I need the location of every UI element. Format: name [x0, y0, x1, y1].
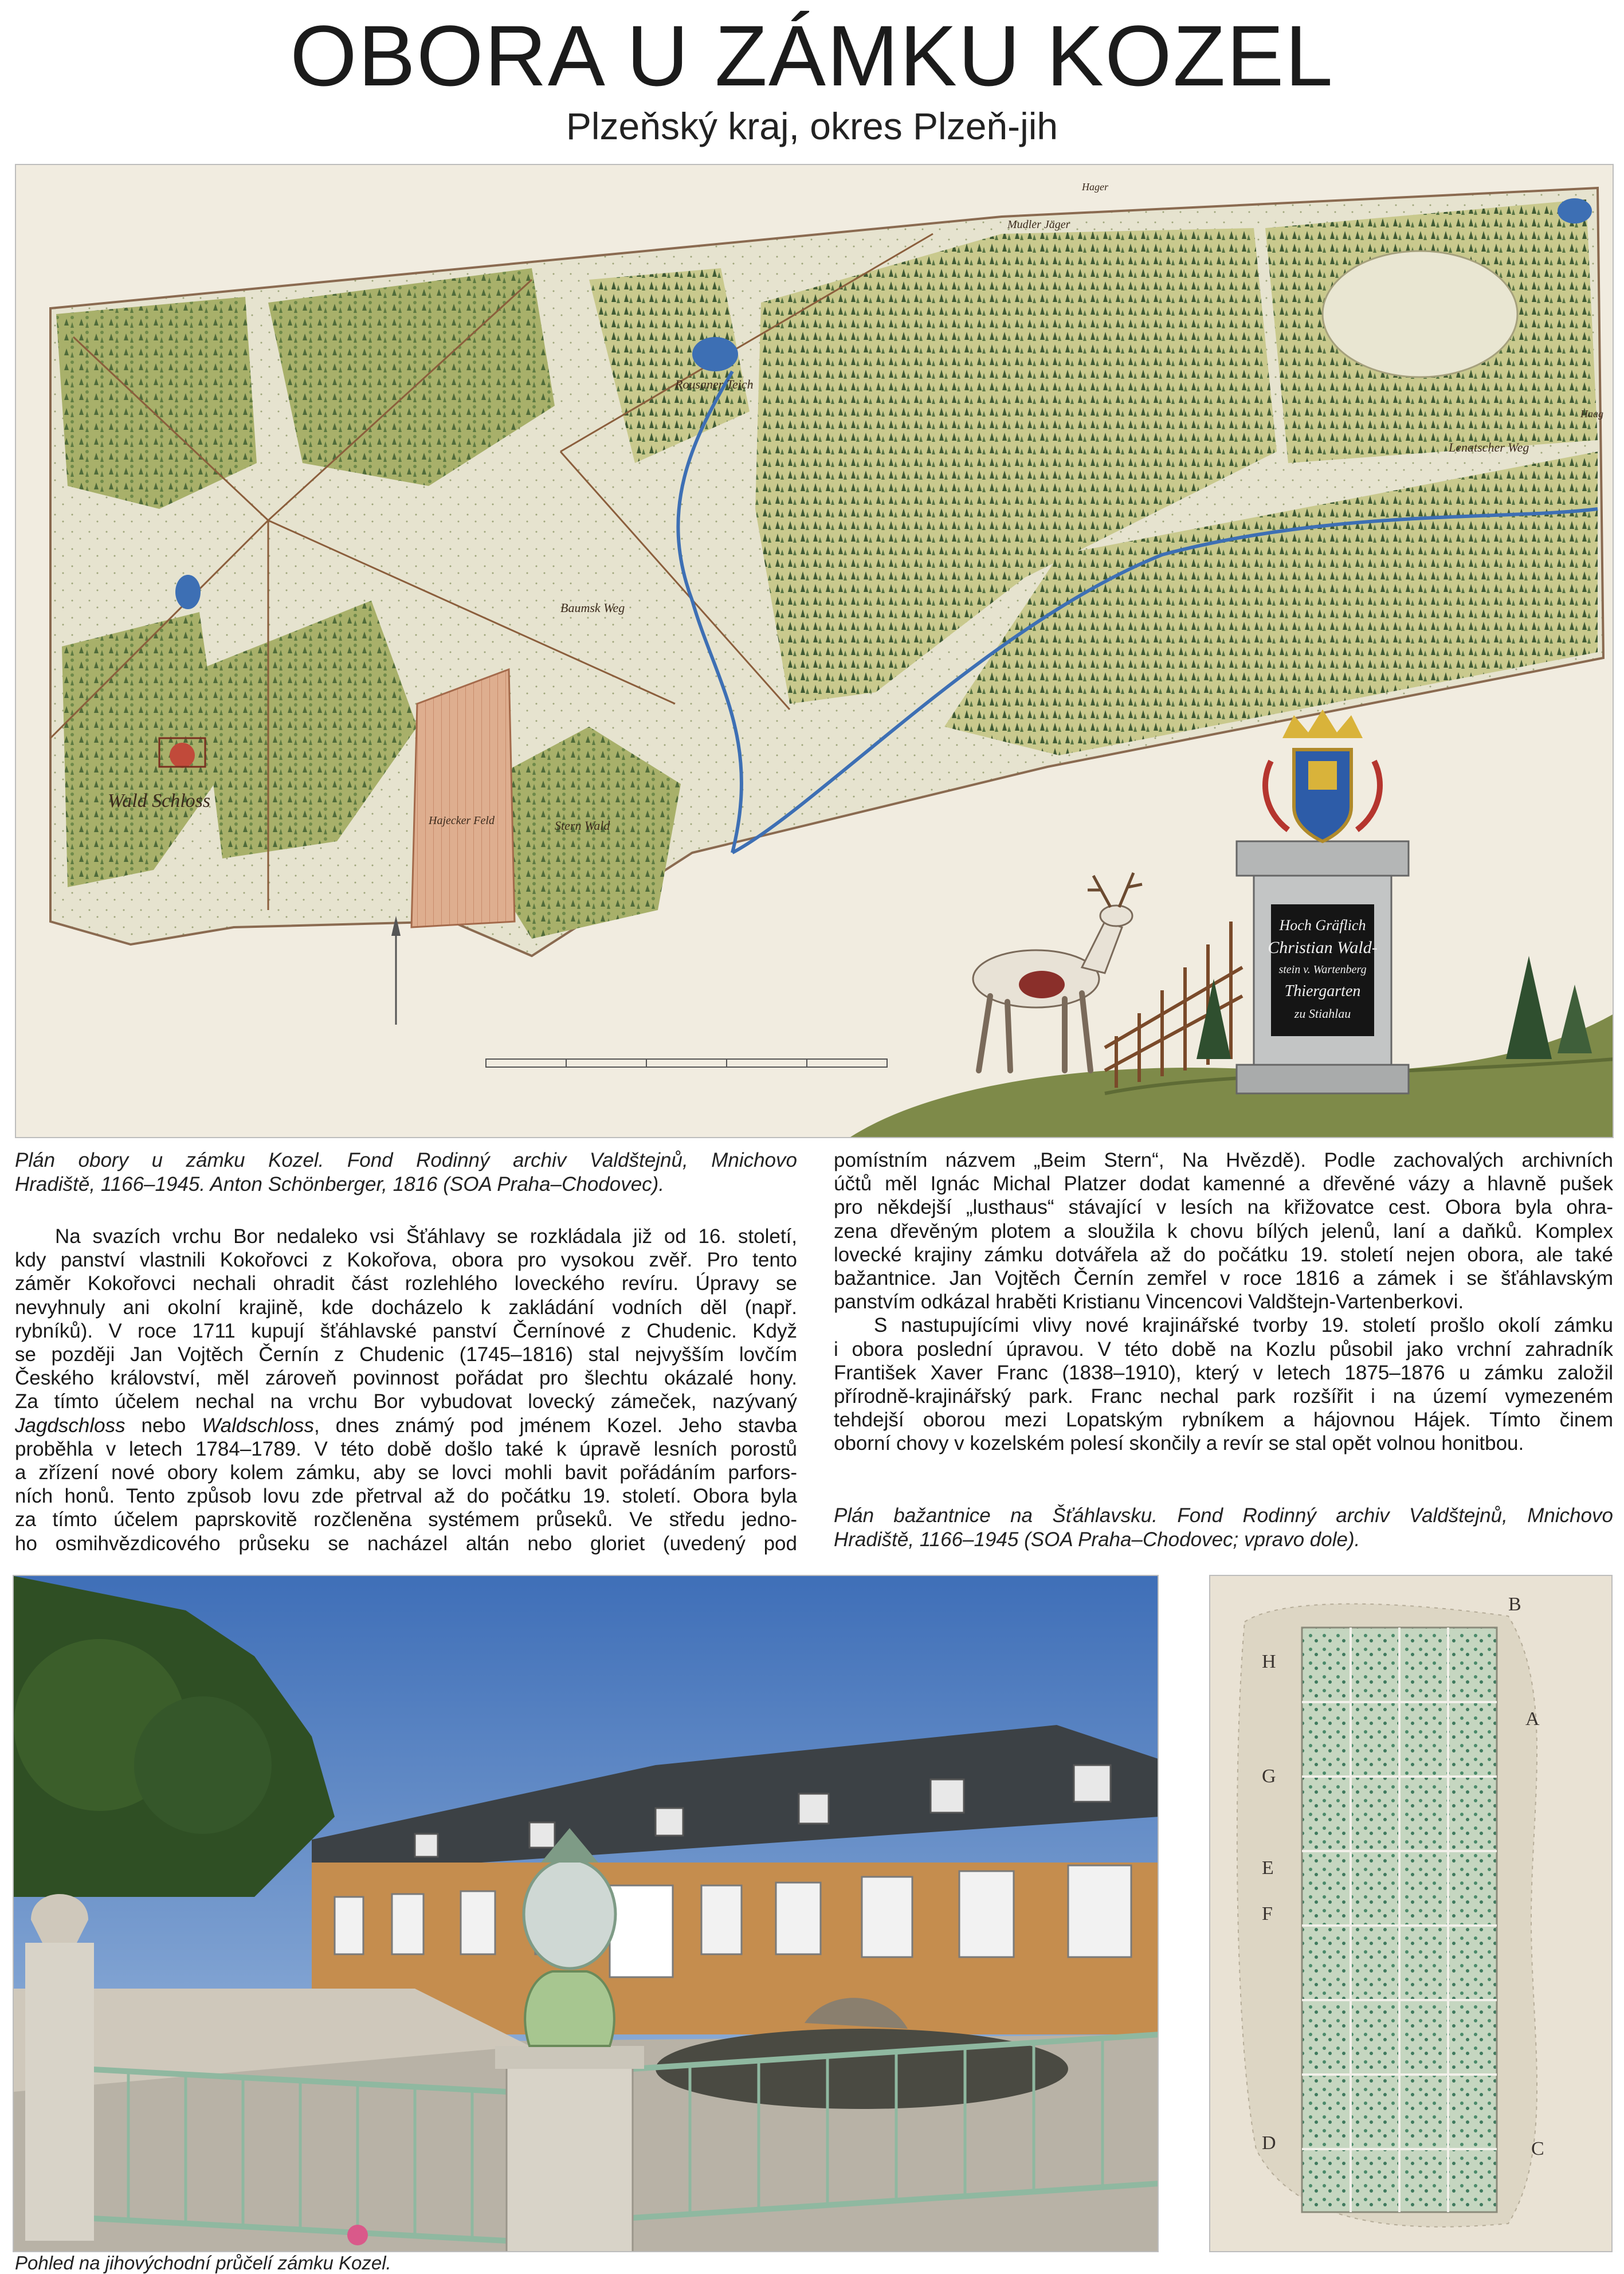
monument-line-1: Hoch Gräflich	[1279, 917, 1366, 934]
plan-letter-f: F	[1262, 1903, 1273, 1924]
text-line: i obora poslední úpravou. V této době na Kozlu působil jako vrchní zahradník	[834, 1338, 1613, 1361]
page-title: OBORA U ZÁMKU KOZEL	[290, 7, 1334, 104]
map-caption-line: Hradiště, 1166–1945. Anton Schönberger, 1816 (SOA Praha–Chodovec).	[15, 1173, 665, 1195]
text-line: František Xaver Franc (1838–1910), který v letech 1875–1876 u zámku založil	[834, 1361, 1613, 1384]
term-waldschloss: Waldschloss	[202, 1414, 315, 1437]
text-line: rybníků). V roce 1711 kupují šťáhlavské panství Černínové z Chudenic. Když	[15, 1319, 797, 1342]
plan-letter-c: C	[1531, 2138, 1544, 2159]
text-line: proběhla v letech 1784–1789. V této době došlo také k úpravě lesních porostů	[15, 1437, 797, 1460]
map-label-pond: Rousaner Teich	[675, 377, 754, 391]
text-line: pomístním názvem „Beim Stern“, Na Hvězdě). Podle zachovalých archivních	[834, 1149, 1613, 1171]
castle-photo	[13, 1575, 1159, 2252]
map-label-lodge: Mudler Jäger	[1007, 218, 1070, 231]
castle-illustration	[14, 1576, 1159, 2252]
photo-caption: Pohled na jihovýchodní průčelí zámku Kozel.	[15, 2252, 391, 2273]
monument-line-2: Christian Wald-	[1268, 938, 1378, 957]
text-line: zena dřevěným plotem a sloužila k chovu bílých jelenů, laní a daňků. Komplex	[834, 1220, 1613, 1242]
text-line: S nastupujícími vlivy nové krajinářské tvorby 19. století prošlo okolí zámku	[874, 1314, 1613, 1337]
monument-line-4: Thiergarten	[1284, 982, 1361, 1000]
text-line: se později Jan Vojtěch Černín z Chudenic (1745–1816) stal nejvyšším lovčím	[15, 1343, 797, 1366]
text-line: účtů měl Ignác Michal Platzer dodat kamenné a dřevěné vázy a hlavně pušek	[834, 1173, 1613, 1195]
text-line: a zřízení nové obory kolem zámku, aby se lovci mohli bavit pořádáním parfors-	[15, 1461, 797, 1484]
plan-caption-line: Hradiště, 1166–1945 (SOA Praha–Chodovec; vpravo dole).	[834, 1528, 1360, 1551]
monument-line-5: zu Stiahlau	[1294, 1006, 1351, 1021]
pheasantry-plan-illustration	[1210, 1576, 1613, 2252]
map-illustration	[16, 165, 1614, 1138]
plan-caption	[834, 1504, 1613, 1552]
text-line: ních honů. Tento způsob lovu zde přetrval až do počátku 19. století. Obora byla	[15, 1485, 797, 1508]
map-label-waldschloss: Wald Schloss	[108, 790, 211, 811]
historical-map	[15, 164, 1614, 1138]
text-fragment: , dnes známý pod jménem Kozel. Jeho stavba	[314, 1414, 798, 1437]
map-caption-line: Plán obory u zámku Kozel. Fond Rodinný archiv Valdštejnů, Mnichovo	[15, 1149, 797, 1171]
text-line: nevyhnuly ani okolní krajině, kde docházelo k zakládání vodních děl (např.	[15, 1296, 797, 1319]
map-label-forest: Stern Wald	[555, 818, 610, 833]
body-text-column-right	[834, 1148, 1613, 1456]
text-line: bažantnice. Jan Vojtěch Černín zemřel v roce 1816 a zámek i se šťáhlavským	[834, 1267, 1613, 1290]
text-fragment: nebo	[125, 1414, 202, 1437]
text-line: oborní chovy v kozelském polesí skončily a revír se stal opět volnou honitbou.	[834, 1432, 1524, 1455]
text-line	[15, 1414, 797, 1437]
plan-letter-d: D	[1262, 2132, 1276, 2154]
text-line: Na svazích vrchu Bor nedaleko vsi Šťáhlavy se rozkládala již od 16. století,	[55, 1225, 797, 1248]
text-line: za tímto účelem paprskovitě rozčleněna systémem průseků. Ve středu jedno-	[15, 1508, 797, 1531]
plan-caption-line: Plán bažantnice na Šťáhlavsku. Fond Rodinný archiv Valdštejnů, Mnichovo	[834, 1504, 1613, 1527]
map-label-road: Baumsk Weg	[560, 601, 625, 615]
text-line: Českého království, měl zároveň povinnost pořádat pro šlechtu okázalé hony.	[15, 1367, 797, 1390]
plan-letter-g: G	[1262, 1766, 1276, 1787]
plan-letter-a: A	[1525, 1708, 1540, 1730]
plan-letter-h: H	[1262, 1651, 1276, 1672]
text-line: pro někdejší „lusthaus“ stávající v lesích na křižovatce cest. Obora byla ohra-	[834, 1196, 1613, 1219]
text-line: kdy panství vlastnili Kokořovci z Kokořova, obora pro vysokou zvěř. Pro tento	[15, 1249, 797, 1272]
text-line: záměr Kokořovci nechali ohradit část rozlehlého loveckého revíru. Úpravy se	[15, 1272, 797, 1295]
text-line: přírodně-krajinářský park. Franc nechal park rozšířit i na území vymezeném	[834, 1385, 1613, 1408]
text-line: tehdejší oborou mezi Lopatským rybníkem a hájovnou Hájek. Tímto činem	[834, 1409, 1613, 1432]
monument-line-3: stein v. Wartenberg	[1278, 963, 1367, 976]
text-line: panstvím odkázal hraběti Kristianu Vincencovi Valdštejn-Vartenberkovi.	[834, 1291, 1464, 1314]
text-line: ho osmihvězdicového průseku se nacházel altán nebo gloriet (uvedený pod	[15, 1532, 797, 1555]
map-label-field: Hajecker Feld	[429, 814, 495, 827]
text-line: Za tímto účelem nechal na vrchu Bor vybudovat lovecký zámeček, nazývaný	[15, 1390, 797, 1413]
text-line: lovecké krajiny zámku dotvářela až do počátku 19. století nejen obora, ale také	[834, 1243, 1613, 1266]
pheasantry-plan	[1209, 1575, 1613, 2252]
map-label-road-right: Lenatscher Weg	[1449, 440, 1529, 454]
body-text-column-left	[15, 1225, 797, 1555]
term-jagdschloss: Jagdschloss	[15, 1414, 125, 1437]
plan-letter-b: B	[1508, 1594, 1521, 1615]
map-label-edge-top: Hager	[1082, 181, 1108, 193]
map-caption	[15, 1148, 797, 1197]
plan-letter-e: E	[1262, 1857, 1274, 1879]
map-label-edge-right: Haag	[1580, 408, 1603, 419]
page-subtitle: Plzeňský kraj, okres Plzeň-jih	[566, 105, 1058, 147]
